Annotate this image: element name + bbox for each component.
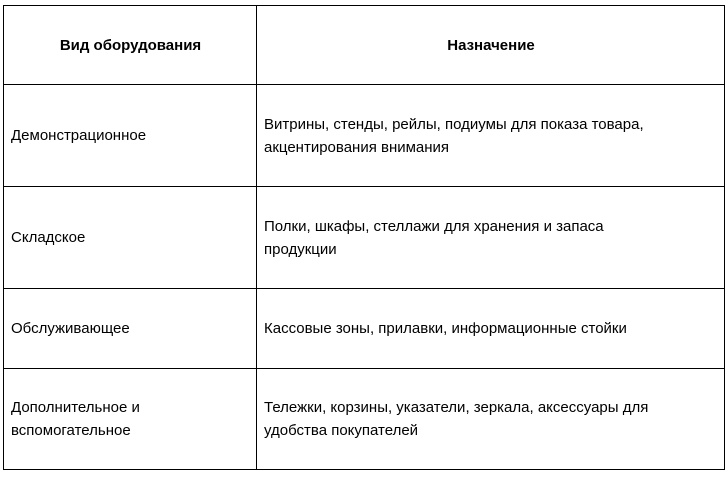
purpose-cell — [257, 187, 725, 289]
equipment-type-cell — [4, 369, 257, 470]
purpose-line: Тележки, корзины, указатели, зеркала, аксессуары для — [264, 399, 649, 416]
purpose-cell — [257, 85, 725, 187]
equipment-type-cell: Демонстрационное — [4, 85, 257, 187]
purpose-cell — [257, 369, 725, 470]
table-row — [4, 187, 725, 289]
header-purpose: Назначение — [257, 6, 725, 85]
purpose-line: Кассовые зоны, прилавки, информационные стойки — [264, 320, 627, 337]
equipment-table — [3, 5, 725, 470]
equipment-type-cell: Складское — [4, 187, 257, 289]
equipment-type-line: Дополнительное и — [11, 399, 140, 416]
table-row — [4, 369, 725, 470]
equipment-type-cell: Обслуживающее — [4, 289, 257, 369]
purpose-line: удобства покупателей — [264, 422, 419, 439]
purpose-line: продукции — [264, 240, 337, 258]
table-header-row — [4, 6, 725, 85]
table-row — [4, 289, 725, 369]
purpose-cell — [257, 289, 725, 369]
purpose-line: Витрины, стенды, рейлы, подиумы для показа товара, — [264, 115, 644, 133]
purpose-line: акцентирования внимания — [264, 138, 450, 156]
equipment-type-line: вспомогательное — [11, 422, 131, 439]
purpose-line: Полки, шкафы, стеллажи для хранения и запаса — [264, 217, 604, 235]
table-row — [4, 85, 725, 187]
header-equipment-type: Вид оборудования — [4, 6, 257, 85]
